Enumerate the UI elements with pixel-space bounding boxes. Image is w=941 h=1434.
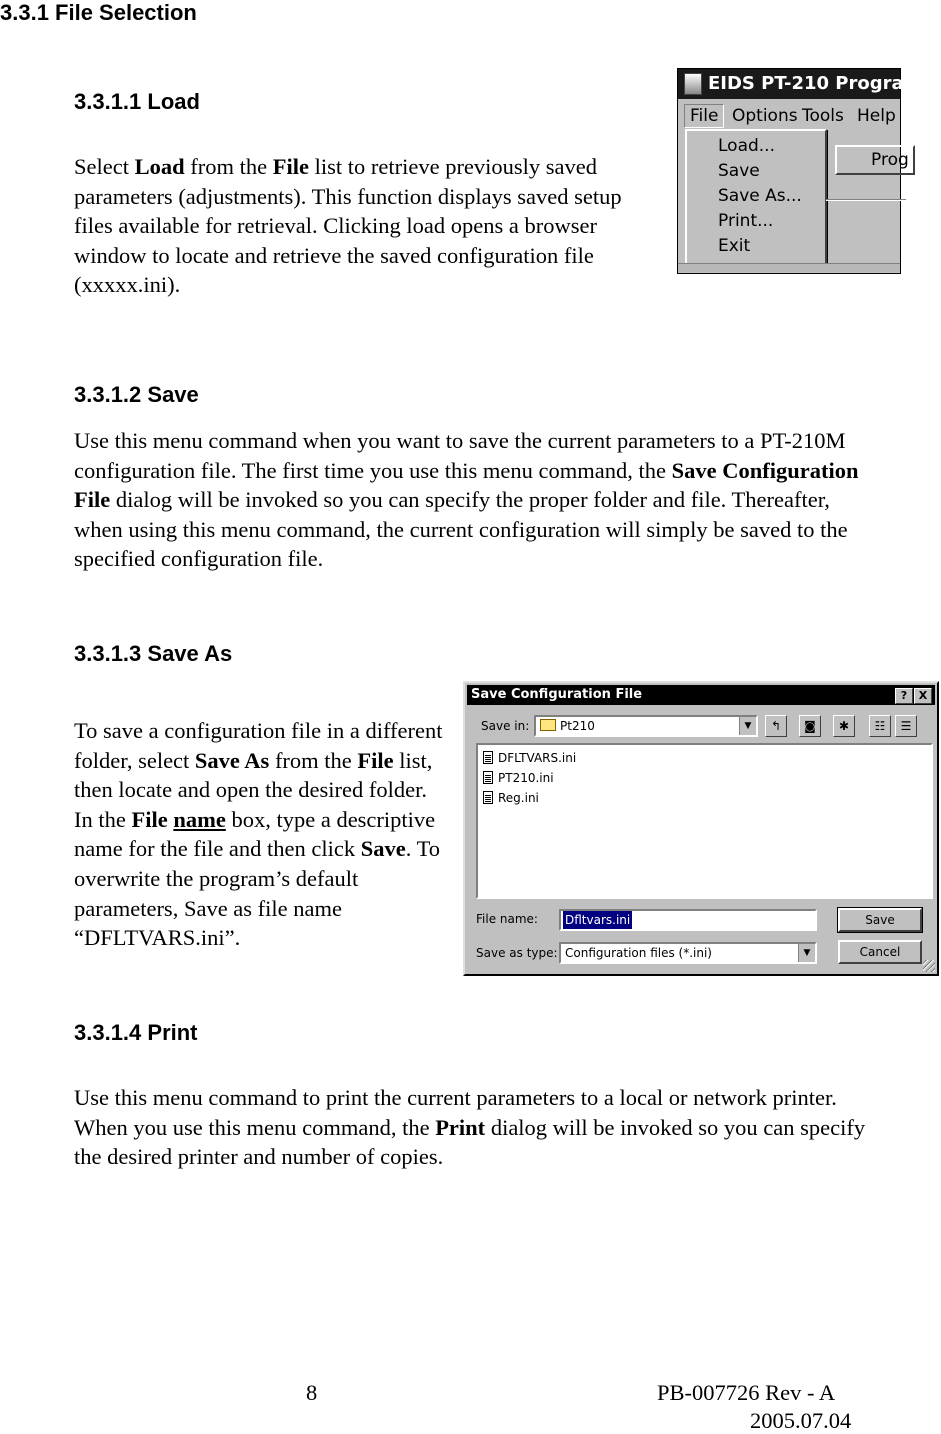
menu-tools[interactable]: Tools	[802, 106, 844, 126]
section-title: 3.3.1 File Selection	[0, 0, 197, 25]
menu-item-print[interactable]: Print...	[718, 211, 774, 231]
up-folder-button[interactable]: ↰	[765, 715, 787, 737]
chevron-down-icon[interactable]: ▼	[798, 944, 815, 962]
file-icon	[483, 791, 493, 804]
menu-item-save-as[interactable]: Save As...	[718, 186, 802, 206]
app-title-bar: EIDS PT-210 Programm	[678, 69, 900, 99]
save-in-combo[interactable]: Pt210 ▼	[534, 715, 758, 737]
list-view-button[interactable]: ☷	[869, 715, 891, 737]
file-name-label: File name:	[476, 912, 538, 926]
save-button[interactable]: Save	[838, 908, 922, 932]
close-button[interactable]: X	[914, 688, 932, 704]
details-view-button[interactable]: ☰	[895, 715, 917, 737]
save-dialog-screenshot	[463, 681, 939, 976]
menu-item-save[interactable]: Save	[718, 161, 760, 181]
file-menu-screenshot	[677, 68, 941, 274]
save-in-label: Save in:	[481, 719, 530, 733]
desktop-button[interactable]: ◙	[799, 715, 821, 737]
help-button[interactable]: ?	[895, 688, 913, 704]
menu-bar	[678, 101, 900, 131]
list-item[interactable]: Reg.ini	[478, 788, 931, 808]
app-icon	[684, 73, 702, 95]
menu-file[interactable]: File	[684, 104, 724, 128]
chevron-down-icon[interactable]: ▼	[739, 717, 756, 735]
status-strip	[678, 263, 900, 272]
save-as-paragraph: To save a configuration file in a different folder, select Save As from the File list, then locate and open the desired folder. In the File name box, type a descriptive name for the file and then click Save. To overwrite the program’s default parameters, Save as file name “DFLTVARS.ini”.	[74, 718, 443, 951]
cancel-button[interactable]: Cancel	[838, 940, 922, 964]
menu-item-exit[interactable]: Exit	[718, 236, 751, 256]
menu-item-load[interactable]: Load...	[718, 136, 775, 156]
file-icon	[483, 751, 493, 764]
divider	[826, 199, 906, 201]
save-heading: 3.3.1.2 Save	[74, 382, 199, 407]
document-id: PB-007726 Rev - A	[657, 1380, 836, 1405]
file-dropdown	[685, 129, 827, 267]
list-item[interactable]: PT210.ini	[478, 768, 931, 788]
folder-icon	[540, 719, 556, 731]
save-as-type-label: Save as type:	[476, 946, 558, 960]
print-paragraph: Use this menu command to print the current parameters to a local or network printer. When you use this menu command, the Print dialog will be invoked so you can specify the desired printer and number of copies.	[74, 1085, 866, 1170]
list-item[interactable]: DFLTVARS.ini	[478, 748, 931, 768]
page-number: 8	[306, 1380, 318, 1405]
load-heading: 3.3.1.1 Load	[74, 89, 200, 114]
print-heading: 3.3.1.4 Print	[74, 1020, 198, 1045]
save-as-type-combo[interactable]: Configuration files (*.ini) ▼	[559, 942, 817, 964]
resize-grip[interactable]	[923, 960, 935, 972]
document-date: 2005.07.04	[750, 1408, 852, 1433]
load-paragraph: Select Load from the File list to retrieve previously saved parameters (adjustments). This function displays saved setup files available for retrieval. Clicking load opens a browser window to locate and retrieve the saved configuration file (xxxxx.ini).	[74, 154, 622, 298]
file-name-input[interactable]: Dfltvars.ini	[559, 909, 817, 931]
save-as-heading: 3.3.1.3 Save As	[74, 641, 233, 666]
prog-button[interactable]: Prog	[835, 145, 915, 175]
file-list	[476, 743, 933, 899]
file-icon	[483, 771, 493, 784]
menu-options[interactable]: Options	[732, 106, 798, 126]
dialog-title-bar: Save Configuration File ? X	[467, 685, 935, 705]
menu-help[interactable]: Help	[857, 106, 896, 126]
new-folder-button[interactable]: ✱	[833, 715, 855, 737]
save-paragraph: Use this menu command when you want to save the current parameters to a PT-210M configuration file. The first time you use this menu command, the Save Configuration File dialog will be invoked so you can specify the proper folder and file. Thereafter, when using this menu command, the current configuration will simply be saved to the specified configuration file.	[74, 428, 859, 572]
